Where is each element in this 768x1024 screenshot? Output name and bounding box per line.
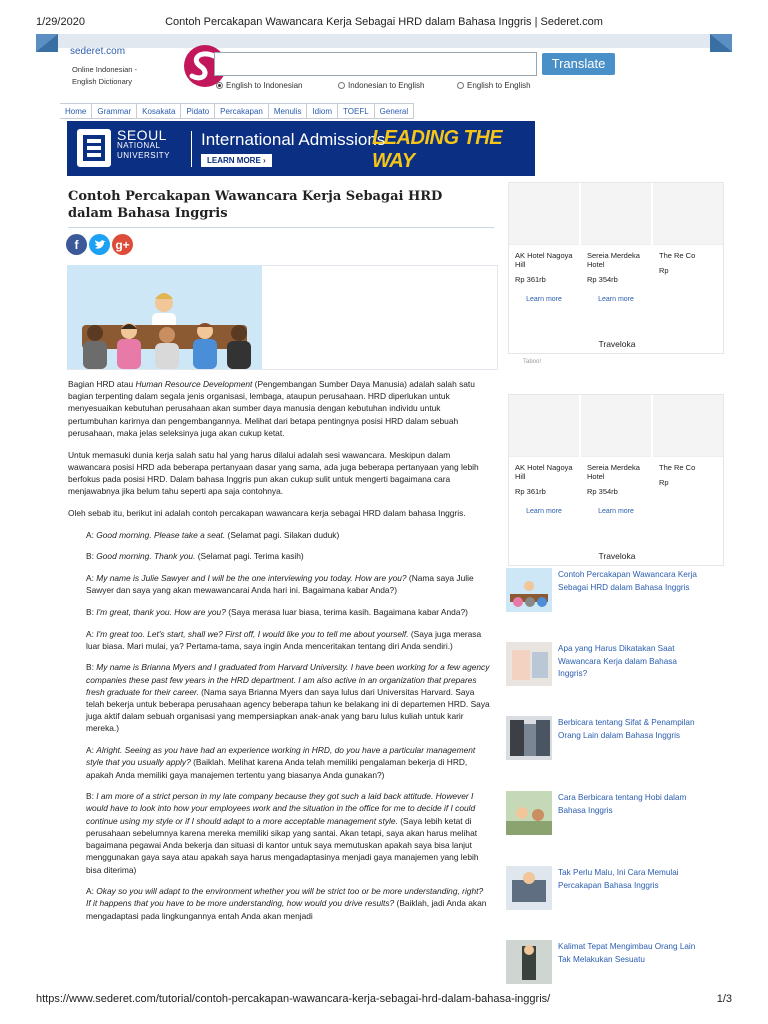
ad-card-name: Sereia Merdeka Hotel	[587, 251, 640, 269]
search-input[interactable]	[214, 52, 537, 76]
corner-left-icon	[36, 34, 58, 52]
ad-brand: Traveloka	[598, 551, 636, 561]
title-divider	[68, 227, 494, 228]
related-link[interactable]: Kalimat Tepat Mengimbau Orang Lain Tak Melakukan Sesuatu	[558, 942, 696, 964]
main-nav	[60, 103, 414, 119]
sidebar-ad[interactable]	[508, 182, 724, 354]
facebook-icon[interactable]: f	[66, 234, 87, 255]
banner-divider	[191, 131, 192, 167]
radio-dot	[457, 82, 464, 89]
banner-learn-more-button[interactable]: LEARN MORE ›	[201, 154, 272, 167]
dialog-line: B: My name is Brianna Myers and I graduated from Harvard University. I have been working for a few agency companies these past few years in the HRD department. I am also active in an organization that prepares fresh graduate for their career. (Nama saya Brianna Myers dan saya lulus dari Universitas Harvard. Saya telah bekerja untuk beberapa perusahaan agency beberapa tahun ke belakang ini di departemen HRD. Saya juga aktif dalam sebuah organisasi yang mempersiapkan anak-anak yang baru lulus kuliah untuk karir mereka.)	[86, 662, 490, 734]
radio-id-en[interactable]: Indonesian to English	[338, 81, 425, 90]
radio-en-en[interactable]: English to English	[457, 81, 531, 90]
dialog-line: A: Okay so you will adapt to the environment whether you will be strict too or be more understanding, right? If it happens that you have to be more understanding, how would you drive results? (Baiklah, jadi Anda akan mengadaptasi pada lingkungannya entah Anda akan menjadi	[86, 886, 487, 921]
university-crest-icon	[77, 129, 111, 167]
hero-illustration	[67, 265, 262, 369]
dialog-line: A: Good morning. Please take a seat. (Selamat pagi. Silakan duduk)	[86, 529, 340, 540]
translate-button[interactable]: Translate	[542, 53, 615, 75]
corner-right-icon	[710, 34, 732, 52]
nav-idiom[interactable]: Idiom	[307, 104, 338, 118]
site-logo[interactable]	[70, 42, 238, 100]
related-link[interactable]: Contoh Percakapan Wawancara Kerja Sebagai HRD dalam Bahasa Inggris	[558, 570, 697, 592]
related-link[interactable]: Cara Berbicara tentang Hobi dalam Bahasa Inggris	[558, 793, 687, 815]
related-item[interactable]	[506, 791, 726, 841]
dialog-line: B: I am more of a strict person in my late company because they got such a laid back attitude. However I would have to look into how your employees work and the situation in the office for me to decide if I could continue using my style or if I should adapt to a more acceptable management style. (Saya lebih ketat di perusahaan sebelumnya karena mereka memiliki sikap yang santai. Akan tetapi, saya akan harus melihat bagaimana pegawai Anda bekerja dan situasi di kantor untuk saya memutuskan apakah saya bisa lanjut menggunakan gaya saya atau apakah saya harus mengadaptasinya menjadi gaya manajemen yang lebih bisa diterima)	[86, 791, 479, 875]
article-title: Contoh Percakapan Wawancara Kerja Sebagai HRD dalam Bahasa Inggris	[68, 189, 443, 221]
ad-learn-more[interactable]: Learn more	[598, 508, 634, 515]
uni-line3: UNIVERSITY	[117, 151, 171, 160]
ad-tag: Taboo!	[523, 359, 542, 365]
dialog-line: A: Alright. Seeing as you have had an experience working in HRD, do you have a particular management style that you usually apply? (Baiklah. Melihat karena Anda telah memiliki pengalaman bekerja di HRD, apakah Anda memiliki gaya manajemen tertentu yang biasanya Anda gunakan?)	[86, 745, 476, 780]
ad-card[interactable]	[653, 183, 723, 275]
related-thumbnail	[506, 716, 552, 760]
uni-line2: NATIONAL	[117, 141, 161, 150]
ad-card-name: The Re Co	[659, 463, 696, 472]
logo-text: sederet.com	[70, 46, 126, 57]
radio-en-id[interactable]: English to Indonesian	[216, 81, 303, 90]
print-url: https://www.sederet.com/tutorial/contoh-percakapan-wawancara-kerja-sebagai-hrd-dalam-bahasa-inggris/	[36, 993, 551, 1005]
dialog-line: B: I'm great, thank you. How are you? (Saya merasa luar biasa, terima kasih. Bagaimana kabar Anda?)	[86, 606, 468, 617]
ad-card-price: Rp 361rb	[515, 275, 546, 284]
ad-card-image	[509, 183, 579, 245]
ad-card-image	[581, 183, 651, 245]
logo-subtitle	[72, 64, 137, 88]
ad-learn-more[interactable]: Learn more	[526, 296, 562, 303]
ad-card-image	[581, 395, 651, 457]
related-link[interactable]: Apa yang Harus Dikatakan Saat Wawancara Kerja dalam Bahasa Inggris?	[558, 644, 677, 678]
related-item[interactable]	[506, 716, 726, 766]
ad-card-price: Rp 361rb	[515, 487, 546, 496]
ad-card[interactable]	[509, 395, 579, 515]
university-name	[117, 129, 170, 161]
paragraph-intro: Bagian HRD atau Human Resource Development (Pengembangan Sumber Daya Manusia) adalah salah satu bagian terpenting dalam segala jenis organisasi, lembaga, ataupun perusahaan. HRD diperlukan untuk menyesuaikan kebutuhan perusahaan akan sumber daya manusia dengan kebutuhan individu untuk pertumbuhan karirnya dan pengembangannya. Melihat dari betapa pentingnya posisi HRD dalam sebuah perusahaan, maka jelas seleksinya juga akan cukup ketat.	[68, 379, 475, 438]
ad-card[interactable]	[581, 183, 651, 303]
ad-card-image	[653, 395, 723, 457]
nav-menulis[interactable]: Menulis	[269, 104, 308, 118]
print-title: Contoh Percakapan Wawancara Kerja Sebagai HRD dalam Bahasa Inggris | Sederet.com	[165, 16, 603, 28]
ad-card-name: Sereia Merdeka Hotel	[587, 463, 640, 481]
paragraph-2: Untuk memasuki dunia kerja salah satu hal yang harus dilalui adalah sesi wawancara. Meskipun dalam wawancara posisi HRD ada beberapa pertanyaan dasar yang sama, ada juga beberapa pertanyaan yang lebih berfokus pada posisi HRD. Dalam bahasa Inggris pun akan cukup sulit untuk mengerti bagaimana cara menjawabnya jika belum tahu seperti apa saja contohnya.	[68, 449, 479, 497]
dialog-line: A: My name is Julie Sawyer and I will be the one interviewing you today. How are you? (Nama saya Julie Sawyer dan saya yang akan mewawancarai Anda hari ini. Bagaimana kabar Anda?)	[86, 572, 474, 596]
related-thumbnail	[506, 568, 552, 612]
ad-learn-more[interactable]: Learn more	[526, 508, 562, 515]
ad-card-name: The Re Co	[659, 251, 696, 260]
logo-sub-line2: English Dictionary	[72, 77, 133, 86]
ad-brand: Traveloka	[598, 339, 636, 349]
logo-sub-line1: Online Indonesian -	[72, 65, 138, 74]
ad-card[interactable]	[509, 183, 579, 303]
related-item[interactable]	[506, 642, 726, 692]
print-date: 1/29/2020	[36, 16, 85, 28]
nav-general[interactable]: General	[375, 104, 414, 118]
print-header	[0, 16, 768, 30]
article-body	[68, 378, 490, 931]
ad-card-name: AK Hotel Nagoya Hill	[515, 463, 573, 481]
ad-card-name: AK Hotel Nagoya Hill	[515, 251, 573, 269]
ad-card-price: Rp 354rb	[587, 487, 618, 496]
related-link[interactable]: Tak Perlu Malu, Ini Cara Memulai Percakapan Bahasa Inggris	[558, 868, 679, 890]
ad-card-price: Rp	[659, 478, 669, 487]
uni-line1: SEOUL	[117, 127, 167, 143]
sidebar-ad[interactable]	[508, 394, 724, 566]
related-thumbnail	[506, 866, 552, 910]
related-item[interactable]	[506, 568, 726, 618]
banner-lead: LEADING THE WAY	[372, 127, 503, 172]
banner-ad[interactable]	[67, 121, 535, 176]
ad-card-price: Rp	[659, 266, 669, 275]
related-link[interactable]: Berbicara tentang Sifat & Penampilan Orang Lain dalam Bahasa Inggris	[558, 718, 695, 740]
nav-percakapan[interactable]: Percakapan	[215, 104, 269, 118]
banner-headline: International Admissions	[201, 130, 386, 149]
nav-kosakata[interactable]: Kosakata	[137, 104, 181, 118]
radio-dot	[338, 82, 345, 89]
nav-pidato[interactable]: Pidato	[181, 104, 215, 118]
radio-dot	[216, 82, 223, 89]
dialog-line: A: I'm great too. Let's start, shall we? First off, I would like you to tell me about yourself. (Saya juga merasa luar biasa. Mari mulai, ya? Pertama-tama, saya ingin Anda menceritakan tentang diri Anda sendiri.)	[86, 628, 482, 651]
dialog-line: B: Good morning. Thank you. (Selamat pagi. Terima kasih)	[86, 551, 304, 562]
ad-card-image	[509, 395, 579, 457]
googleplus-icon[interactable]: g+	[112, 234, 133, 255]
ad-card-price: Rp 354rb	[587, 275, 618, 284]
related-thumbnail	[506, 791, 552, 835]
related-item[interactable]	[506, 940, 726, 990]
share-buttons	[66, 234, 133, 255]
ad-card[interactable]	[653, 395, 723, 487]
ad-card[interactable]	[581, 395, 651, 515]
nav-home[interactable]: Home	[60, 104, 92, 118]
nav-grammar[interactable]: Grammar	[92, 104, 137, 118]
related-item[interactable]	[506, 866, 726, 916]
related-thumbnail	[506, 642, 552, 686]
print-page-number: 1/3	[716, 993, 732, 1005]
related-thumbnail	[506, 940, 552, 984]
ad-learn-more[interactable]: Learn more	[598, 296, 634, 303]
nav-toefl[interactable]: TOEFL	[338, 104, 375, 118]
site-header	[36, 34, 732, 96]
ad-card-image	[653, 183, 723, 245]
twitter-icon[interactable]	[89, 234, 110, 255]
paragraph-3: Oleh sebab itu, berikut ini adalah contoh percakapan wawancara kerja sebagai HRD dalam bahasa Inggris.	[68, 507, 466, 518]
